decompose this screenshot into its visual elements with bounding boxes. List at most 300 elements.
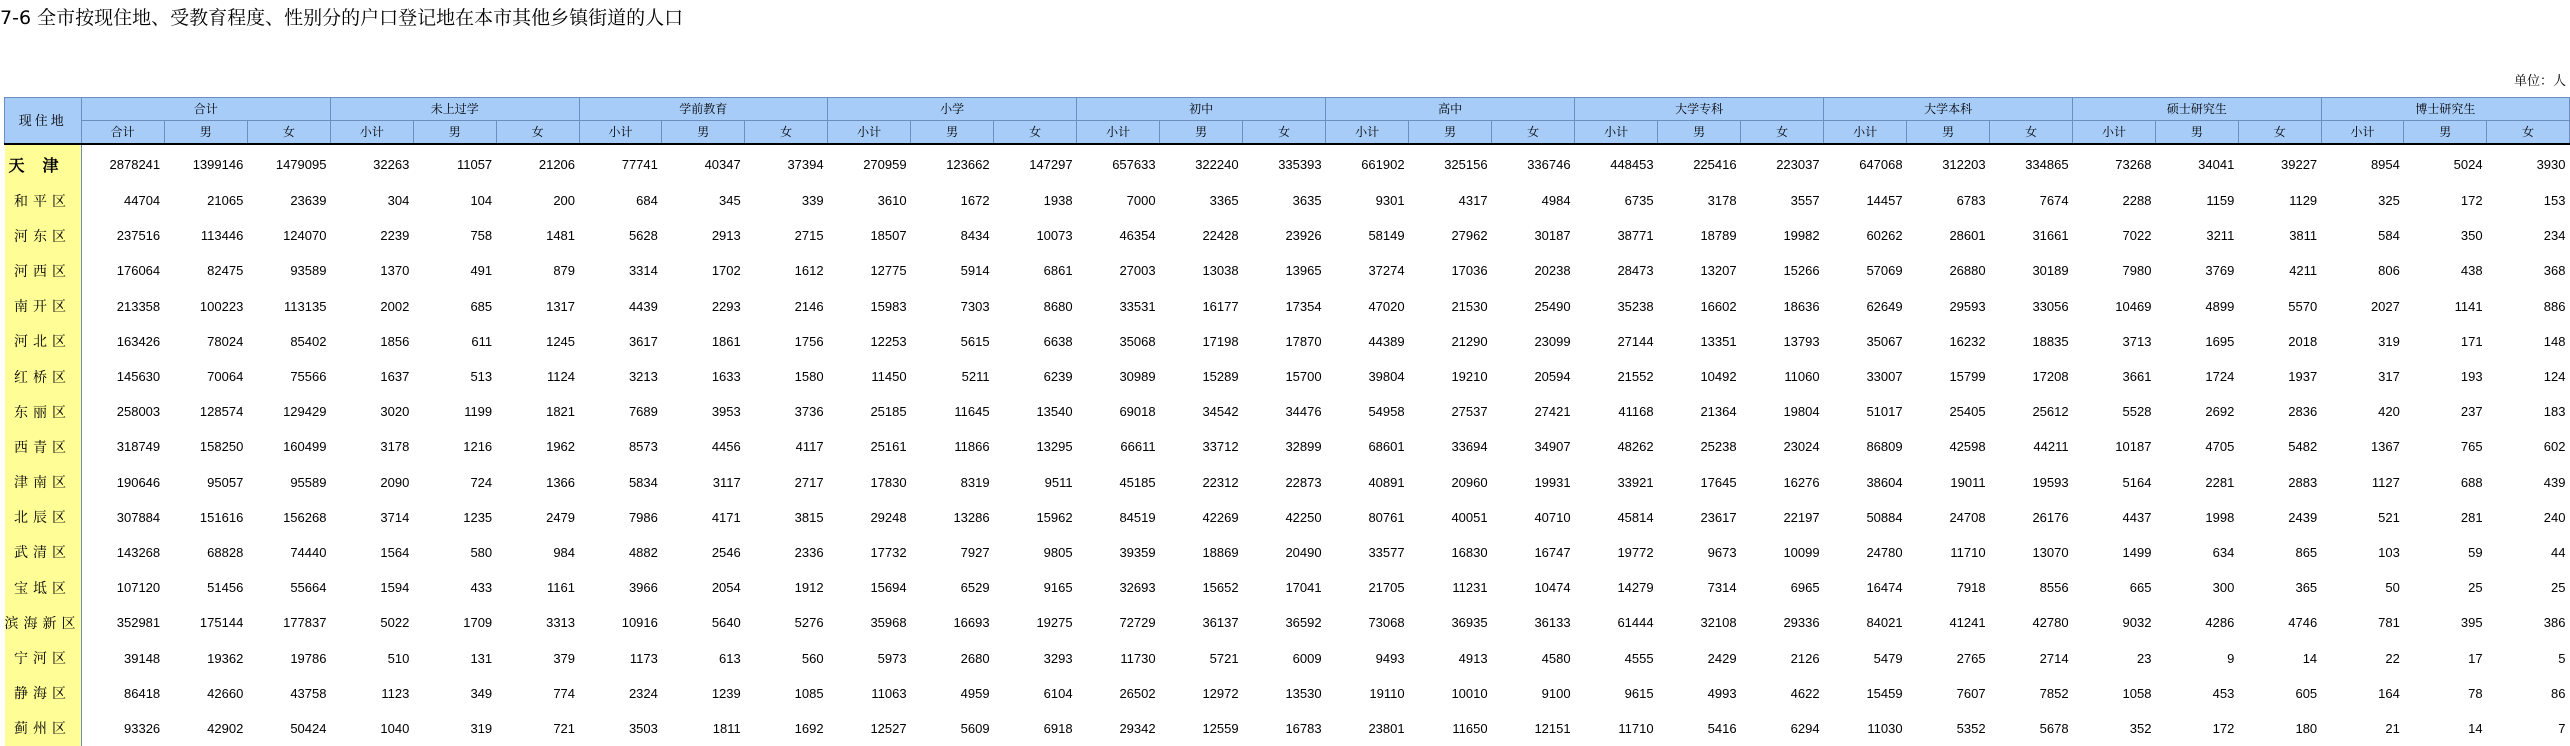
table-cell: 8680	[1043, 298, 1073, 314]
table-cell: 602	[2543, 439, 2566, 455]
table-cell: 14457	[1866, 193, 1903, 209]
table-cell: 3736	[794, 404, 824, 420]
table-cell: 17732	[870, 544, 907, 560]
table-cell: 2281	[2205, 474, 2235, 490]
table-cell: 20238	[1534, 263, 1571, 279]
table-cell: 2692	[2205, 404, 2235, 420]
table-cell: 22873	[1285, 474, 1322, 490]
table-body	[5, 144, 2570, 746]
table-cell: 27003	[1119, 263, 1156, 279]
table-row	[5, 429, 2570, 464]
table-row	[5, 324, 2570, 359]
table-cell: 2714	[2039, 650, 2069, 666]
table-cell: 335393	[1278, 156, 1322, 172]
table-cell: 58149	[1368, 228, 1405, 244]
subgroup-header: 女	[1243, 121, 1326, 145]
table-cell: 5914	[960, 263, 990, 279]
table-cell: 11450	[871, 369, 907, 385]
table-cell: 15983	[870, 298, 907, 314]
table-cell: 1695	[2205, 333, 2235, 349]
table-cell: 23	[2136, 650, 2152, 666]
table-cell: 22197	[1783, 509, 1820, 525]
table-cell: 21206	[538, 156, 576, 172]
table-cell: 1245	[546, 333, 576, 349]
table-cell: 151616	[199, 509, 244, 525]
table-cell: 19275	[1036, 615, 1073, 631]
table-cell: 42780	[2032, 615, 2069, 631]
table-cell: 28601	[1949, 228, 1986, 244]
table-cell: 10187	[2115, 439, 2152, 455]
table-cell: 39227	[2281, 156, 2318, 172]
table-cell: 36592	[1285, 615, 1322, 631]
table-cell: 3178	[380, 439, 410, 455]
table-cell: 13286	[953, 509, 990, 525]
table-cell: 2836	[2288, 404, 2318, 420]
table-cell: 200	[553, 193, 576, 209]
table-cell: 27144	[1617, 333, 1654, 349]
table-cell: 147297	[1029, 156, 1073, 172]
table-cell: 153	[2543, 193, 2566, 209]
table-cell: 10073	[1036, 228, 1073, 244]
table-cell: 438	[2460, 263, 2483, 279]
table-cell: 17208	[2032, 369, 2069, 385]
table-cell: 35238	[1617, 298, 1654, 314]
table-cell: 9511	[1044, 474, 1073, 490]
table-cell: 17041	[1285, 580, 1322, 596]
table-cell: 25185	[870, 404, 907, 420]
row-label: 天津	[5, 144, 82, 183]
table-cell: 21705	[1368, 580, 1405, 596]
table-cell: 1912	[794, 580, 824, 596]
table-cell: 4622	[1790, 685, 1820, 701]
table-cell: 3365	[1209, 193, 1239, 209]
table-cell: 11057	[456, 156, 493, 172]
table-cell: 1962	[546, 439, 576, 455]
table-cell: 95057	[207, 474, 244, 490]
table-cell: 156268	[283, 509, 327, 525]
table-cell: 11063	[871, 685, 907, 701]
table-cell: 368	[2543, 263, 2566, 279]
table-cell: 28473	[1617, 263, 1654, 279]
table-cell: 51017	[1866, 404, 1903, 420]
table-cell: 7303	[960, 298, 990, 314]
table-cell: 613	[719, 650, 741, 666]
table-cell: 3811	[2289, 228, 2318, 244]
table-cell: 584	[2378, 228, 2400, 244]
table-cell: 521	[2378, 509, 2400, 525]
table-cell: 148	[2543, 333, 2566, 349]
table-cell: 33007	[1866, 369, 1903, 385]
row-label: 东丽区	[5, 394, 82, 429]
row-label: 北辰区	[5, 500, 82, 535]
table-cell: 2913	[711, 228, 741, 244]
table-cell: 21	[2385, 720, 2400, 736]
population-table	[4, 97, 2570, 746]
table-cell: 95589	[290, 474, 327, 490]
table-cell: 14279	[1617, 580, 1654, 596]
table-cell: 10492	[1700, 369, 1737, 385]
table-cell: 73268	[2115, 156, 2152, 172]
table-cell: 6638	[1043, 333, 1073, 349]
table-cell: 439	[2543, 474, 2566, 490]
table-cell: 177837	[283, 615, 327, 631]
table-cell: 5609	[960, 720, 990, 736]
table-cell: 25161	[870, 439, 907, 455]
table-row	[5, 535, 2570, 570]
table-cell: 886	[2543, 298, 2566, 314]
table-cell: 107120	[116, 580, 161, 596]
table-cell: 234	[2543, 228, 2566, 244]
table-cell: 33921	[1617, 474, 1654, 490]
row-label: 红桥区	[5, 359, 82, 394]
table-cell: 5678	[2039, 720, 2069, 736]
table-cell: 22	[2385, 650, 2400, 666]
table-cell: 433	[470, 580, 493, 596]
table-row	[5, 605, 2570, 640]
table-cell: 37274	[1368, 263, 1405, 279]
table-row	[5, 183, 2570, 218]
table-cell: 51456	[207, 580, 244, 596]
table-cell: 32108	[1700, 615, 1737, 631]
table-cell: 72729	[1119, 615, 1156, 631]
row-label: 滨海新区	[5, 605, 82, 640]
table-cell: 20594	[1534, 369, 1571, 385]
table-cell: 16783	[1285, 720, 1322, 736]
table-cell: 1124	[547, 369, 576, 385]
table-cell: 33712	[1202, 439, 1239, 455]
table-cell: 6783	[1956, 193, 1986, 209]
table-cell: 11645	[954, 404, 990, 420]
table-cell: 6861	[1043, 263, 1073, 279]
table-cell: 44	[2551, 544, 2566, 560]
table-cell: 339	[801, 193, 824, 209]
table-cell: 29593	[1949, 298, 1986, 314]
table-cell: 193	[2460, 369, 2483, 385]
table-cell: 123662	[946, 156, 990, 172]
table-cell: 4746	[2288, 615, 2318, 631]
table-cell: 661902	[1361, 156, 1405, 172]
table-cell: 13070	[2032, 544, 2069, 560]
table-cell: 100223	[199, 298, 244, 314]
table-cell: 5024	[2453, 156, 2483, 172]
table-cell: 20960	[1451, 474, 1488, 490]
table-cell: 3930	[2536, 156, 2566, 172]
subgroup-header: 女	[1990, 121, 2073, 145]
table-cell: 60262	[1866, 228, 1903, 244]
table-cell: 2018	[2288, 333, 2318, 349]
table-cell: 240	[2543, 509, 2566, 525]
table-cell: 175144	[199, 615, 244, 631]
table-cell: 685	[470, 298, 493, 314]
table-cell: 18507	[870, 228, 907, 244]
table-cell: 580	[470, 544, 493, 560]
table-cell: 78	[2468, 685, 2483, 701]
row-label: 蓟州区	[5, 711, 82, 746]
table-cell: 1159	[2206, 193, 2235, 209]
table-cell: 19362	[207, 650, 244, 666]
table-cell: 510	[387, 650, 410, 666]
table-cell: 13295	[1036, 439, 1073, 455]
table-cell: 13965	[1285, 263, 1322, 279]
table-cell: 1173	[629, 650, 658, 666]
table-cell: 4117	[795, 439, 824, 455]
table-cell: 11866	[954, 439, 990, 455]
table-cell: 6104	[1043, 685, 1073, 701]
table-cell: 3178	[1707, 193, 1737, 209]
page-title: 7-6 全市按现住地、受教育程度、性别分的户口登记地在本市其他乡镇街道的人口	[0, 7, 684, 29]
table-cell: 1481	[546, 228, 576, 244]
table-cell: 3020	[380, 404, 410, 420]
table-cell: 1672	[960, 193, 990, 209]
table-cell: 336746	[1527, 156, 1571, 172]
table-cell: 7314	[1707, 580, 1737, 596]
table-cell: 32263	[373, 156, 410, 172]
table-cell: 39359	[1119, 544, 1156, 560]
table-cell: 84021	[1866, 615, 1903, 631]
table-cell: 104	[470, 193, 493, 209]
table-cell: 25	[2551, 580, 2566, 596]
table-cell: 163426	[116, 333, 161, 349]
table-cell: 74440	[290, 544, 327, 560]
table-cell: 8573	[628, 439, 658, 455]
table-cell: 2002	[380, 298, 410, 314]
table-cell: 11030	[1867, 720, 1903, 736]
table-cell: 1141	[2454, 298, 2483, 314]
table-cell: 3713	[2122, 333, 2152, 349]
table-cell: 33056	[2032, 298, 2069, 314]
table-cell: 2765	[1956, 650, 1986, 666]
table-cell: 2054	[711, 580, 741, 596]
table-cell: 5528	[2122, 404, 2152, 420]
table-cell: 48262	[1617, 439, 1654, 455]
table-cell: 2680	[960, 650, 990, 666]
table-cell: 9032	[2122, 615, 2152, 631]
group-header: 硕士研究生	[2073, 98, 2322, 121]
table-cell: 16602	[1700, 298, 1737, 314]
table-cell: 3635	[1292, 193, 1322, 209]
table-cell: 5352	[1956, 720, 1986, 736]
table-cell: 1594	[380, 580, 410, 596]
table-row	[5, 218, 2570, 253]
table-cell: 80761	[1368, 509, 1405, 525]
subgroup-header: 男	[2155, 121, 2238, 145]
table-row	[5, 394, 2570, 429]
table-cell: 3769	[2205, 263, 2235, 279]
table-row	[5, 570, 2570, 605]
table-cell: 317	[2378, 369, 2400, 385]
table-cell: 7674	[2039, 193, 2069, 209]
table-cell: 5164	[2122, 474, 2152, 490]
table-cell: 23639	[290, 193, 327, 209]
table-cell: 50424	[290, 720, 327, 736]
table-cell: 281	[2460, 509, 2483, 525]
table-cell: 23099	[1534, 333, 1571, 349]
table-cell: 12253	[870, 333, 907, 349]
table-cell: 1161	[547, 580, 576, 596]
row-label: 河西区	[5, 253, 82, 288]
table-cell: 25490	[1534, 298, 1571, 314]
table-cell: 7852	[2039, 685, 2069, 701]
table-cell: 145630	[116, 369, 161, 385]
table-cell: 13530	[1285, 685, 1322, 701]
table-cell: 183	[2543, 404, 2566, 420]
table-cell: 2336	[794, 544, 824, 560]
table-cell: 113135	[284, 298, 327, 314]
table-cell: 26880	[1949, 263, 1986, 279]
row-label: 津南区	[5, 465, 82, 500]
table-cell: 13038	[1202, 263, 1239, 279]
table-cell: 8434	[960, 228, 990, 244]
table-cell: 634	[2212, 544, 2235, 560]
table-cell: 4993	[1707, 685, 1737, 701]
table-cell: 180	[2295, 720, 2318, 736]
table-row	[5, 500, 2570, 535]
table-cell: 131	[470, 650, 493, 666]
table-cell: 5211	[961, 369, 990, 385]
table-cell: 9165	[1043, 580, 1073, 596]
table-cell: 171	[2460, 333, 2483, 349]
table-cell: 4555	[1624, 650, 1654, 666]
table-cell: 46354	[1119, 228, 1156, 244]
table-cell: 349	[470, 685, 493, 701]
table-cell: 32899	[1285, 439, 1322, 455]
table-cell: 1937	[2288, 369, 2318, 385]
table-cell: 17870	[1285, 333, 1322, 349]
row-label: 河东区	[5, 218, 82, 253]
table-cell: 176064	[116, 263, 161, 279]
table-cell: 4882	[628, 544, 658, 560]
table-cell: 304	[387, 193, 410, 209]
subgroup-header: 小计	[2321, 121, 2404, 145]
table-cell: 41241	[1949, 615, 1986, 631]
table-cell: 13207	[1700, 263, 1737, 279]
table-cell: 379	[553, 650, 576, 666]
table-cell: 10916	[621, 615, 658, 631]
table-cell: 160499	[283, 439, 327, 455]
table-cell: 5834	[628, 474, 658, 490]
table-cell: 3313	[546, 615, 576, 631]
table-cell: 172	[2212, 720, 2235, 736]
table-cell: 1123	[381, 685, 410, 701]
table-cell: 3617	[628, 333, 658, 349]
table-cell: 1633	[711, 369, 741, 385]
subgroup-header: 男	[1907, 121, 1990, 145]
unit-label: 单位：人	[2513, 74, 2566, 89]
table-cell: 9493	[1375, 650, 1405, 666]
table-cell: 39148	[124, 650, 161, 666]
table-cell: 17645	[1700, 474, 1737, 490]
table-cell: 57069	[1866, 263, 1903, 279]
table-cell: 86	[2551, 685, 2566, 701]
table-cell: 30189	[2032, 263, 2069, 279]
table-cell: 758	[470, 228, 493, 244]
group-header: 未上过学	[330, 98, 579, 121]
table-cell: 10099	[1783, 544, 1820, 560]
group-header: 合计	[81, 98, 330, 121]
subgroup-header: 女	[496, 121, 579, 145]
table-cell: 688	[2460, 474, 2483, 490]
table-cell: 1637	[380, 369, 410, 385]
table-row	[5, 289, 2570, 324]
table-cell: 33531	[1119, 298, 1156, 314]
table-cell: 17036	[1451, 263, 1488, 279]
table-cell: 6239	[1043, 369, 1073, 385]
table-cell: 16474	[1866, 580, 1903, 596]
table-cell: 7689	[628, 404, 658, 420]
table-cell: 23617	[1700, 509, 1737, 525]
table-cell: 158250	[199, 439, 244, 455]
table-cell: 45185	[1119, 474, 1156, 490]
table-cell: 1998	[2205, 509, 2235, 525]
table-cell: 5973	[877, 650, 907, 666]
table-cell: 84519	[1119, 509, 1156, 525]
table-cell: 124	[2543, 369, 2566, 385]
table-cell: 85402	[290, 333, 327, 349]
table-cell: 77741	[621, 156, 658, 172]
table-cell: 86809	[1866, 439, 1903, 455]
table-cell: 29248	[870, 509, 907, 525]
table-cell: 5721	[1209, 650, 1239, 666]
subgroup-header: 女	[745, 121, 828, 145]
table-cell: 43758	[290, 685, 327, 701]
table-cell: 1702	[711, 263, 741, 279]
table-cell: 34907	[1534, 439, 1571, 455]
row-label: 武清区	[5, 535, 82, 570]
table-cell: 61444	[1617, 615, 1654, 631]
table-cell: 9100	[1541, 685, 1571, 701]
table-cell: 611	[471, 333, 493, 349]
table-cell: 7607	[1956, 685, 1986, 701]
table-cell: 12775	[870, 263, 907, 279]
table-cell: 5482	[2288, 439, 2318, 455]
table-cell: 18835	[2032, 333, 2069, 349]
table-cell: 12527	[870, 720, 907, 736]
table-cell: 325156	[1444, 156, 1488, 172]
subgroup-header: 女	[1741, 121, 1824, 145]
subgroup-header: 小计	[1077, 121, 1160, 145]
table-cell: 8556	[2039, 580, 2069, 596]
table-cell: 2439	[2288, 509, 2318, 525]
table-cell: 225416	[1693, 156, 1737, 172]
table-cell: 2288	[2122, 193, 2152, 209]
subgroup-header: 女	[1492, 121, 1575, 145]
table-cell: 23024	[1783, 439, 1820, 455]
table-cell: 172	[2460, 193, 2483, 209]
table-cell: 50884	[1866, 509, 1903, 525]
table-cell: 129429	[283, 404, 327, 420]
table-cell: 879	[553, 263, 576, 279]
table-cell: 45814	[1617, 509, 1654, 525]
table-cell: 11710	[1618, 720, 1654, 736]
table-cell: 5479	[1873, 650, 1903, 666]
table-cell: 13351	[1700, 333, 1737, 349]
table-cell: 35067	[1866, 333, 1903, 349]
table-cell: 4984	[1541, 193, 1571, 209]
table-cell: 18789	[1700, 228, 1737, 244]
table-cell: 5628	[628, 228, 658, 244]
table-cell: 1612	[794, 263, 824, 279]
table-cell: 68828	[207, 544, 244, 560]
row-label: 宝坻区	[5, 570, 82, 605]
table-cell: 325	[2378, 193, 2400, 209]
table-cell: 9805	[1043, 544, 1073, 560]
table-cell: 5615	[960, 333, 990, 349]
table-cell: 7980	[2122, 263, 2152, 279]
table-cell: 1756	[794, 333, 824, 349]
header-row-subgroups	[5, 121, 2570, 145]
table-row	[5, 359, 2570, 394]
table-cell: 1040	[380, 720, 410, 736]
